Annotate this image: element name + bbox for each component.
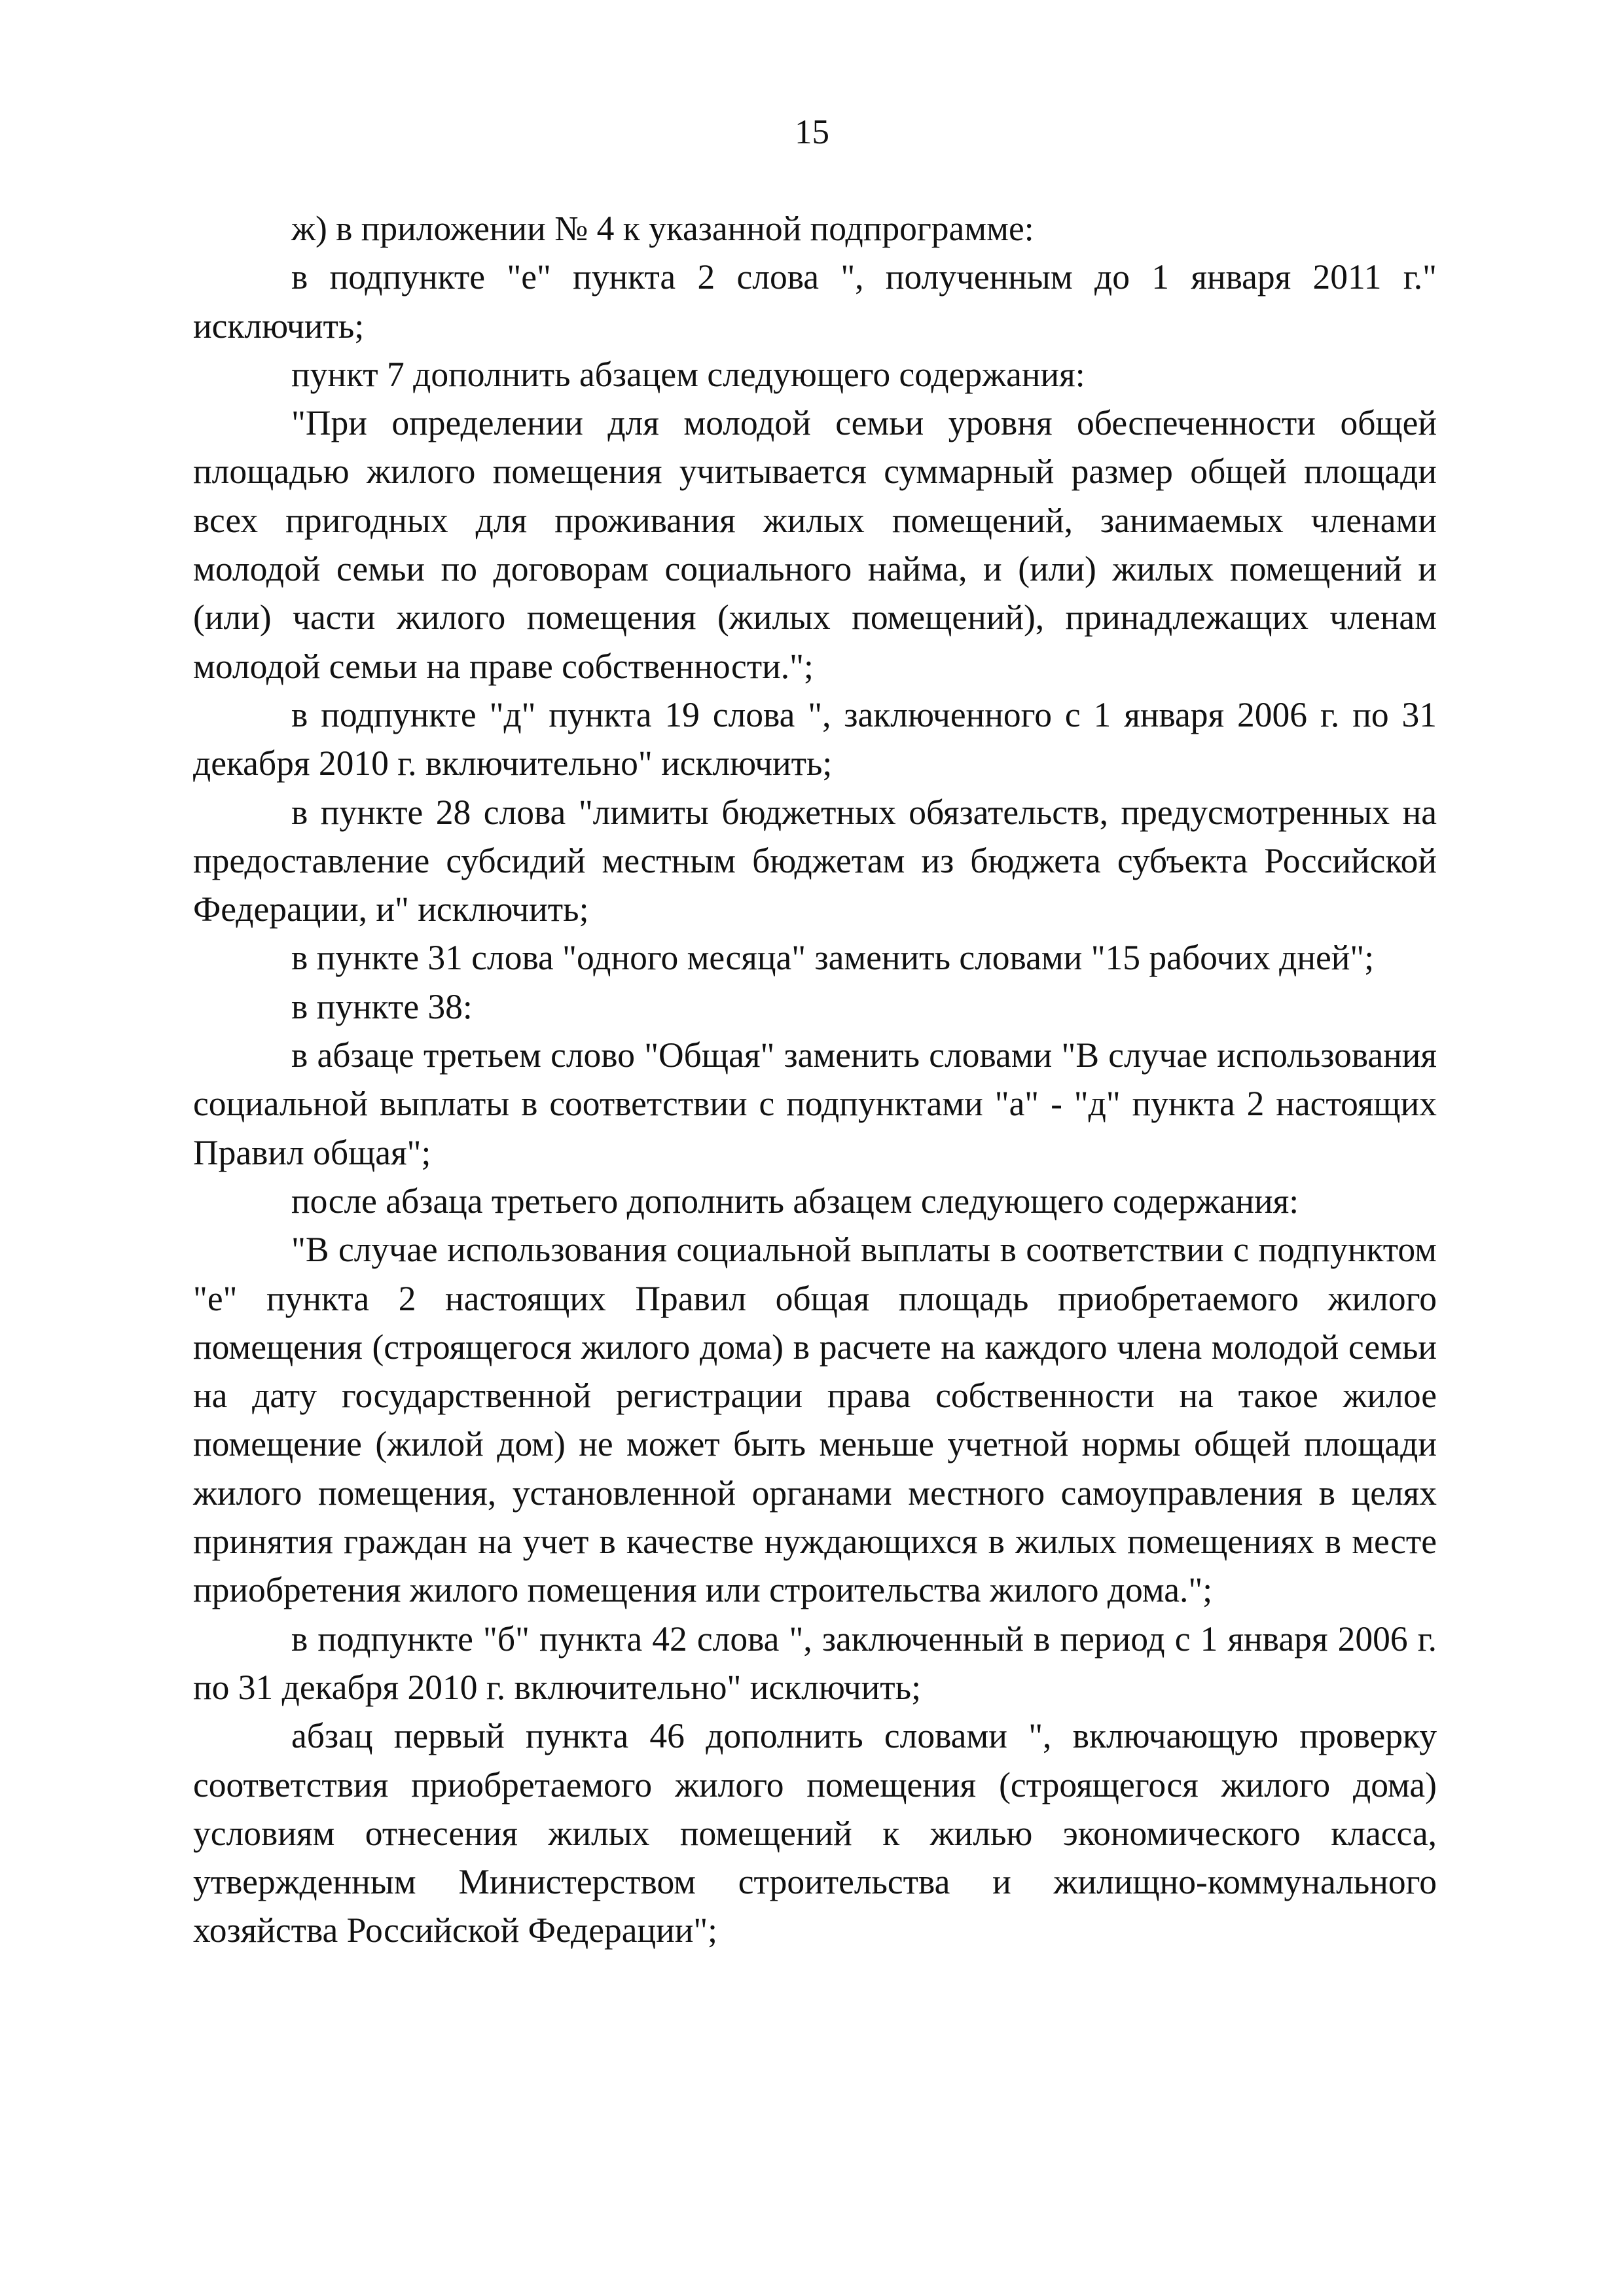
document-body	[193, 204, 1437, 1955]
paragraph: в подпункте "д" пункта 19 слова ", заключенного с 1 января 2006 г. по 31 декабря 2010 г. включительно" исключить;	[193, 694, 1437, 783]
paragraph: в пункте 28 слова "лимиты бюджетных обязательств, предусмотренных на предоставление субсидий местным бюджетам из бюджета субъекта Российской Федерации, и" исключить;	[193, 792, 1437, 929]
paragraph: "В случае использования социальной выплаты в соответствии с подпунктом "е" пункта 2 настоящих Правил общая площадь приобретаемого жилого помещения (строящегося жилого дома) в расчете на каждого члена молодой семьи на дату государственной регистрации права собственности на такое жилое помещение (жилой дом) не может быть меньше учетной нормы общей площади жилого помещения, установленной органами местного самоуправления в целях принятия граждан на учет в качестве нуждающихся в жилых помещениях в месте приобретения жилого помещения или строительства жилого дома.";	[193, 1230, 1437, 1610]
paragraph: в подпункте "б" пункта 42 слова ", заключенный в период с 1 января 2006 г. по 31 декабря 2010 г. включительно" исключить;	[193, 1619, 1437, 1707]
paragraph: в подпункте "е" пункта 2 слова ", полученным до 1 января 2011 г." исключить;	[193, 257, 1437, 346]
paragraph: после абзаца третьего дополнить абзацем следующего содержания:	[291, 1181, 1299, 1221]
paragraph: в пункте 31 слова "одного месяца" заменить словами "15 рабочих дней";	[291, 938, 1375, 978]
page-number: 15	[795, 113, 829, 151]
paragraph: в пункте 38:	[291, 986, 473, 1026]
paragraph: абзац первый пункта 46 дополнить словами ", включающую проверку соответствия приобретаемого жилого помещения (строящегося жилого дома) условиям отнесения жилых помещений к жилью экономического класса, утвержденным Министерством строительства и жилищно-коммунального хозяйства Российской Федерации";	[193, 1716, 1437, 1950]
paragraph: "При определении для молодой семьи уровня обеспеченности общей площадью жилого помещения учитывается суммарный размер общей площади всех пригодных для проживания жилых помещений, занимаемых членами молодой семьи по договорам социального найма, и (или) жилых помещений и (или) части жилого помещения (жилых помещений), принадлежащих членам молодой семьи на праве собственности.";	[193, 403, 1437, 686]
paragraph: пункт 7 дополнить абзацем следующего содержания:	[291, 354, 1085, 394]
paragraph: в абзаце третьем слово "Общая" заменить словами "В случае использования социальной выплаты в соответствии с подпунктами "а" - "д" пункта 2 настоящих Правил общая";	[193, 1035, 1437, 1172]
paragraph: ж) в приложении № 4 к указанной подпрограмме:	[291, 209, 1034, 248]
